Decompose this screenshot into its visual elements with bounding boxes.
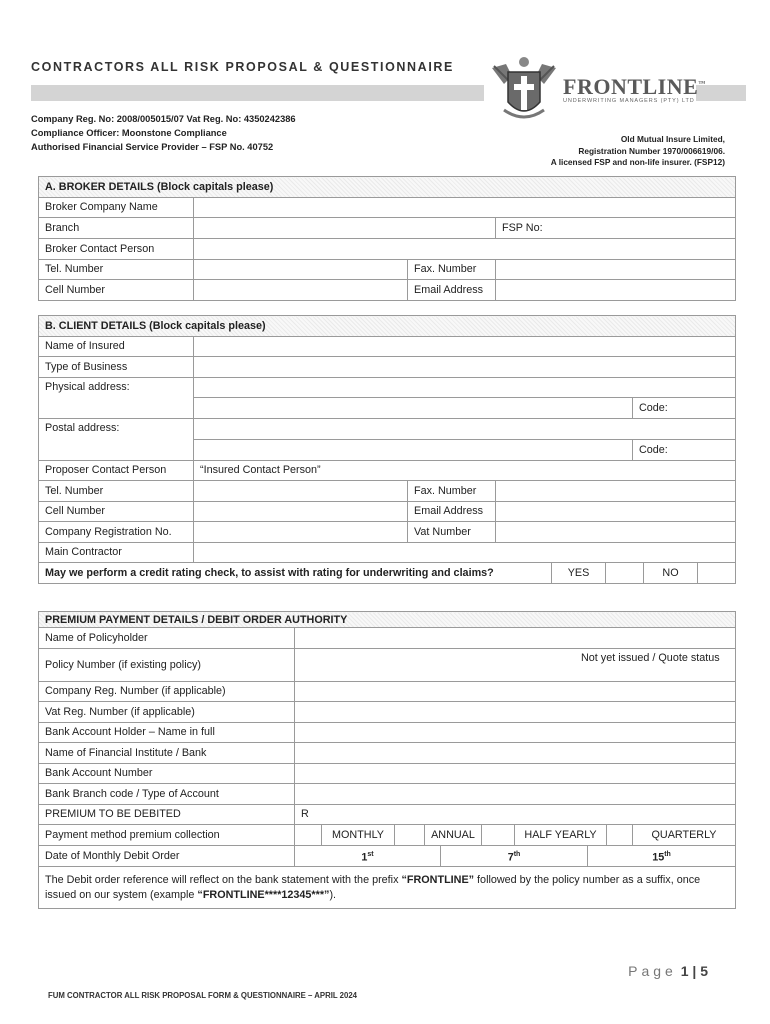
broker-email-field[interactable] (496, 280, 736, 301)
client-tel-field[interactable] (194, 481, 408, 502)
broker-tel-field[interactable] (194, 259, 408, 280)
debit-date-7th[interactable]: 7th (441, 846, 588, 866)
client-email-field[interactable] (496, 501, 736, 522)
branch-field[interactable] (194, 218, 496, 238)
broker-contact-label: Broker Contact Person (39, 239, 194, 260)
company-reg-field[interactable] (194, 522, 408, 543)
debit-date-row (295, 846, 736, 867)
proposer-contact-label: Proposer Contact Person (39, 460, 194, 481)
logo-subtitle: UNDERWRITING MANAGERS (PTY) LTD (563, 98, 695, 104)
account-holder-label: Bank Account Holder – Name in full (39, 722, 295, 743)
main-contractor-label: Main Contractor (39, 542, 194, 563)
quarterly-checkbox[interactable] (607, 825, 633, 845)
premium-section-header: PREMIUM PAYMENT DETAILS / DEBIT ORDER AUTHORITY (39, 612, 736, 628)
debit-order-note: The Debit order reference will reflect on the bank statement with the prefix “FRONTLINE” followed by the policy number as a suffix, once issued on our system (example “FRONTLINE****12345***”). (39, 867, 736, 909)
payment-method-label: Payment method premium collection (39, 825, 295, 846)
premium-debited-label: PREMIUM TO BE DEBITED (39, 804, 295, 825)
client-cell-label: Cell Number (39, 501, 194, 522)
company-reg-label: Company Registration No. (39, 522, 194, 543)
postal-address-line2[interactable] (194, 440, 633, 460)
broker-contact-field[interactable] (194, 239, 736, 260)
account-number-label: Bank Account Number (39, 763, 295, 784)
physical-address-line2[interactable] (194, 398, 633, 418)
business-type-label: Type of Business (39, 357, 194, 378)
vat-reg-number-label: Vat Reg. Number (if applicable) (39, 702, 295, 723)
debit-date-15th[interactable]: 15th (652, 851, 671, 864)
branch-row (194, 218, 736, 239)
credit-check-row (39, 563, 736, 584)
branch-code-field[interactable] (295, 784, 736, 805)
broker-company-label: Broker Company Name (39, 197, 194, 218)
page-number: Page 1 | 5 (628, 963, 708, 979)
account-number-field[interactable] (295, 763, 736, 784)
annual-option[interactable]: ANNUAL (425, 825, 482, 845)
client-details-table (38, 315, 736, 584)
debit-date-1st[interactable]: 1st (295, 846, 441, 866)
policyholder-field[interactable] (295, 628, 736, 649)
company-reg-number-label: Company Reg. Number (if applicable) (39, 681, 295, 702)
fsp-no-field[interactable]: FSP No: (502, 222, 543, 234)
policy-number-field[interactable] (295, 649, 575, 681)
credit-no-label: NO (644, 563, 698, 583)
business-type-field[interactable] (194, 357, 736, 378)
debit-date-label: Date of Monthly Debit Order (39, 846, 295, 867)
account-holder-field[interactable] (295, 722, 736, 743)
postal-address-line1[interactable] (194, 419, 736, 440)
footer-text: FUM CONTRACTOR ALL RISK PROPOSAL FORM & QUESTIONNAIRE – APRIL 2024 (48, 991, 358, 1000)
postal-address-label: Postal address: (39, 419, 194, 461)
crest-shield-icon (486, 54, 562, 126)
postal-code-field[interactable]: Code: (639, 443, 668, 456)
company-reg-number-field[interactable] (295, 681, 736, 702)
company-info: Company Reg. No: 2008/005015/07 Vat Reg. No: 4350242386 Compliance Officer: Moonstone Compliance Authorised Financial Service Provider – FSP No. 40752 (31, 114, 296, 152)
client-tel-label: Tel. Number (39, 481, 194, 502)
monthly-option[interactable]: MONTHLY (322, 825, 395, 845)
client-section-header: B. CLIENT DETAILS (Block capitals please) (39, 316, 736, 337)
quarterly-option[interactable]: QUARTERLY (651, 829, 717, 841)
vat-reg-number-field[interactable] (295, 702, 736, 723)
broker-cell-label: Cell Number (39, 280, 194, 301)
branch-label: Branch (39, 218, 194, 239)
half-yearly-checkbox[interactable] (482, 825, 515, 845)
credit-yes-checkbox[interactable] (606, 563, 644, 583)
client-fax-field[interactable] (496, 481, 736, 502)
vat-number-label: Vat Number (408, 522, 496, 543)
insured-name-label: Name of Insured (39, 336, 194, 357)
physical-code-field[interactable]: Code: (639, 402, 668, 414)
branch-code-label: Bank Branch code / Type of Account (39, 784, 295, 805)
client-cell-field[interactable] (194, 501, 408, 522)
credit-no-checkbox[interactable] (698, 563, 735, 583)
premium-amount-field[interactable]: R (295, 804, 736, 825)
broker-email-label: Email Address (408, 280, 496, 301)
half-yearly-option[interactable]: HALF YEARLY (515, 825, 607, 845)
physical-address-label: Physical address: (39, 377, 194, 419)
physical-address-row2 (194, 398, 736, 419)
logo-wordmark: FRONTLINE™ (563, 74, 706, 99)
postal-address-row2 (194, 439, 736, 460)
physical-address-line1[interactable] (194, 377, 736, 398)
payment-method-row (295, 825, 736, 846)
broker-fax-field[interactable] (496, 259, 736, 280)
policyholder-label: Name of Policyholder (39, 628, 295, 649)
broker-fax-label: Fax. Number (408, 259, 496, 280)
credit-yes-label: YES (552, 563, 606, 583)
broker-details-table (38, 176, 736, 301)
premium-payment-table (38, 611, 736, 909)
proposer-contact-field[interactable]: “Insured Contact Person” (194, 460, 736, 481)
annual-checkbox[interactable] (395, 825, 425, 845)
vat-number-field[interactable] (496, 522, 736, 543)
insurer-info: Old Mutual Insure Limited, Registration Number 1970/006619/06. A licensed FSP and non-life insurer. (FSP12) (550, 134, 725, 167)
client-email-label: Email Address (408, 501, 496, 522)
broker-tel-label: Tel. Number (39, 259, 194, 280)
policy-number-row (295, 648, 736, 681)
form-title: CONTRACTORS ALL RISK PROPOSAL & QUESTIONNAIRE (31, 60, 454, 74)
client-fax-label: Fax. Number (408, 481, 496, 502)
bank-name-label: Name of Financial Institute / Bank (39, 743, 295, 764)
not-yet-issued-option[interactable]: Not yet issued / Quote status (581, 651, 720, 664)
main-contractor-field[interactable] (194, 542, 736, 563)
monthly-checkbox[interactable] (295, 825, 322, 845)
insured-name-field[interactable] (194, 336, 736, 357)
broker-section-header: A. BROKER DETAILS (Block capitals please) (39, 177, 736, 198)
bank-name-field[interactable] (295, 743, 736, 764)
frontline-logo (484, 52, 706, 128)
broker-cell-field[interactable] (194, 280, 408, 301)
credit-check-question: May we perform a credit rating check, to assist with rating for underwriting and claims? (39, 563, 552, 583)
broker-company-field[interactable] (194, 197, 736, 218)
policy-number-label: Policy Number (if existing policy) (39, 648, 295, 681)
